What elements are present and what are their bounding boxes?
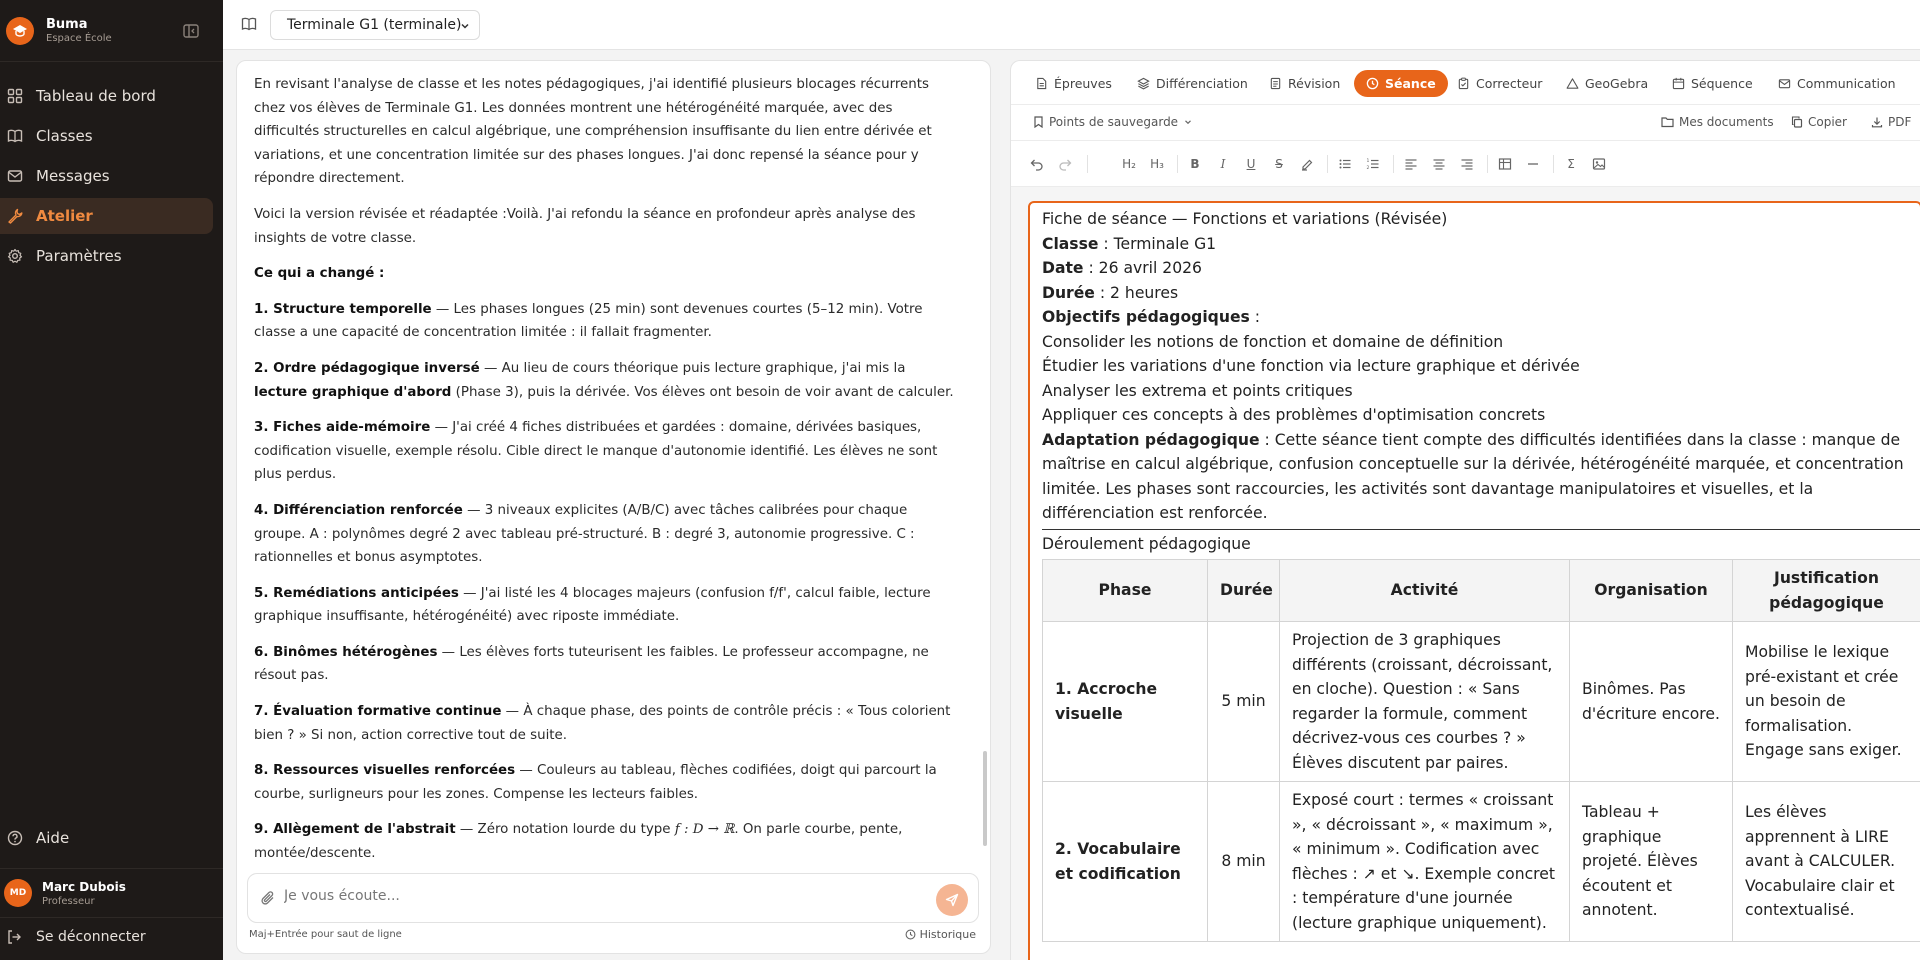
gear-icon	[6, 247, 24, 265]
table-icon[interactable]	[1497, 155, 1513, 173]
table-cell: Projection de 3 graphiques différents (croissant, décroissant, en cloche). Question : « Sans regarder la formule, comment décrivez-vous ces courbes ? » Élèves discutent par paires.	[1280, 622, 1570, 782]
bookmark-icon	[1033, 116, 1044, 128]
chat-input-box	[247, 873, 979, 923]
table-cell: Les élèves apprennent à LIRE avant à CALCULER. Vocabulaire clair et contextualisé.	[1733, 782, 1920, 942]
sidebar-item-aide[interactable]	[0, 820, 213, 856]
chat-messages[interactable]	[237, 61, 990, 861]
tab-revision[interactable]: Révision	[1269, 70, 1340, 97]
change-item: 8. Ressources visuelles renforcées — Couleurs au tableau, flèches codifiées, doigt qui parcourt la courbe, surligneurs pour les zones. Compense les lecteurs faibles.	[254, 763, 937, 802]
brand-subtitle: Espace École	[46, 33, 112, 44]
objectif-item: Consolider les notions de fonction et domaine de définition	[1042, 332, 1504, 351]
sidebar-item-tableau-de-bord[interactable]	[0, 78, 213, 114]
history-button[interactable]: Historique	[905, 928, 976, 941]
change-item: 5. Remédiations anticipées — J'ai listé les 4 blocages majeurs (confusion f/f', calcul faible, lecture graphique insuffisante, hétérogénéité) avec riposte immédiate.	[254, 585, 931, 625]
bold-button[interactable]: B	[1190, 157, 1200, 171]
chat-paragraph: En revisant l'analyse de classe et les notes pédagogiques, j'ai identifié plusieurs blocages récurrents chez vos élèves de Terminale G1. Les données montrent une hétérogénéité marquée, avec des difficultés structurelles en calcul algébrique, une compréhension insuffisante du lien entre dérivée et variations, et une concentration limitée sur des phases longues. J'ai donc repensé la séance pour y répondre directement.	[254, 77, 932, 187]
save-bar	[1011, 105, 1920, 141]
changes-title: Ce qui a changé :	[254, 266, 385, 282]
copy-button[interactable]: Copier	[1791, 115, 1847, 129]
align-right-icon[interactable]	[1459, 155, 1475, 173]
doc-classe: Classe : Terminale G1	[1042, 234, 1217, 253]
send-button[interactable]	[936, 884, 968, 916]
mail-icon	[6, 167, 24, 185]
table-cell: Exposé court : termes « croissant », « décroissant », « maximum », « minimum ». Codification avec flèches : ↗ et ↘. Exemple concret : température d'une journée (lecture graphique uniquement).	[1280, 782, 1570, 942]
logout-label: Se déconnecter	[36, 929, 146, 945]
editor-tabs	[1011, 61, 1920, 105]
formula-button[interactable]: Σ	[1567, 157, 1575, 171]
chevron-down-icon	[1183, 117, 1193, 127]
tab-correcteur[interactable]: Correcteur	[1457, 70, 1542, 97]
clock-icon	[1366, 77, 1379, 90]
layers-icon	[1137, 77, 1150, 90]
chat-input[interactable]	[284, 888, 884, 904]
underline-button[interactable]: U	[1246, 157, 1256, 171]
chevron-down-icon	[459, 20, 471, 36]
paperclip-icon[interactable]	[260, 890, 276, 910]
heading-2-button[interactable]: H₂	[1122, 157, 1136, 171]
sidebar	[0, 0, 223, 960]
highlighter-icon[interactable]	[1299, 155, 1315, 173]
tab-epreuves[interactable]: Épreuves	[1035, 70, 1112, 97]
copy-icon	[1791, 116, 1803, 128]
chat-paragraph: Voici la version révisée et réadaptée :Voilà. J'ai refondu la séance en profondeur après analyse des insights de votre classe.	[254, 206, 916, 246]
send-icon	[945, 893, 959, 907]
document-title: Fiche de séance — Fonctions et variations (Révisée)	[1042, 210, 1448, 228]
change-item: 1. Structure temporelle — Les phases longues (25 min) sont devenues courtes (5–12 min). Votre classe a une capacité de concentration limitée : il fallait fragmenter.	[254, 301, 923, 341]
objectif-item: Analyser les extrema et points critiques	[1042, 381, 1353, 400]
sidebar-item-messages[interactable]	[0, 158, 213, 194]
redo-icon[interactable]	[1057, 155, 1073, 173]
align-left-icon[interactable]	[1403, 155, 1419, 173]
table-cell: Binômes. Pas d'écriture encore.	[1570, 622, 1733, 782]
user-profile[interactable]	[0, 868, 223, 918]
clipboard-check-icon	[1457, 77, 1470, 90]
mail-icon	[1778, 77, 1791, 90]
table-cell: 2. Vocabulaire et codification	[1043, 782, 1208, 942]
sidebar-item-label: Messages	[36, 167, 110, 185]
input-hint: Maj+Entrée pour saut de ligne	[249, 929, 402, 940]
doc-duree: Durée : 2 heures	[1042, 283, 1179, 302]
change-item: 4. Différenciation renforcée — 3 niveaux explicites (A/B/C) avec tâches calibrées pour chaque groupe. A : polynômes degré 2 avec tableau pré-structuré. B : degré 3, autonomie progressive. C : rationnelles et bonus asymptotes.	[254, 502, 915, 566]
class-select[interactable]	[270, 10, 480, 40]
deroulement-table	[1042, 559, 1920, 942]
chat-scrollbar[interactable]	[983, 751, 987, 846]
sidebar-item-label: Atelier	[36, 207, 93, 225]
sidebar-collapse-icon[interactable]	[182, 22, 200, 40]
brand-name: Buma	[46, 17, 88, 32]
avatar: MD	[4, 879, 32, 907]
change-item: 2. Ordre pédagogique inversé — Au lieu de cours théorique puis lecture graphique, j'ai mis la lecture graphique d'abord (Phase 3), puis la dérivée. Vos élèves ont besoin de voir avant de calculer.	[254, 360, 954, 400]
sidebar-item-atelier[interactable]	[0, 198, 213, 234]
tab-communication[interactable]: Communication	[1778, 70, 1896, 97]
divider	[1042, 529, 1920, 530]
strikethrough-button[interactable]: S	[1275, 157, 1283, 171]
file-icon	[1035, 77, 1048, 90]
my-documents-button[interactable]: Mes documents	[1661, 115, 1774, 129]
align-center-icon[interactable]	[1431, 155, 1447, 173]
savepoints-dropdown[interactable]: Points de sauvegarde	[1033, 115, 1198, 129]
tab-sequence[interactable]: Séquence	[1672, 70, 1753, 97]
book-icon	[6, 127, 24, 145]
user-role: Professeur	[42, 895, 95, 907]
table-header: Activité	[1280, 560, 1570, 622]
logout-button[interactable]	[0, 922, 146, 952]
download-icon	[1871, 116, 1883, 128]
wrench-icon	[6, 207, 24, 225]
change-item: 6. Binômes hétérogènes — Les élèves forts tuteurisent les faibles. Le professeur accompagne, ne résout pas.	[254, 644, 929, 684]
history-icon	[905, 929, 916, 940]
logout-icon	[6, 929, 24, 945]
table-cell: Mobilise le lexique pré-existant et crée un besoin de formalisation. Engage sans exiger.	[1733, 622, 1920, 782]
user-name: Marc Dubois	[42, 879, 126, 894]
image-icon[interactable]	[1591, 155, 1607, 173]
class-select-value: Terminale G1 (terminale)	[287, 17, 462, 33]
doc-deroulement-title: Déroulement pédagogique	[1042, 534, 1251, 553]
graduation-cap-icon	[6, 17, 34, 45]
change-item: 7. Évaluation formative continue — À chaque phase, des points de contrôle précis : « Tous colorient bien ? » Si non, action corrective tout de suite.	[254, 704, 951, 743]
heading-3-button[interactable]: H₃	[1150, 157, 1164, 171]
table-cell: Tableau + graphique projeté. Élèves écoutent et annotent.	[1570, 782, 1733, 942]
triangle-icon	[1566, 77, 1579, 90]
table-cell: 1. Accroche visuelle	[1043, 622, 1208, 782]
objectif-item: Étudier les variations d'une fonction via lecture graphique et dérivée	[1042, 357, 1580, 375]
book-open-icon[interactable]	[241, 16, 257, 36]
tab-seance[interactable]: Séance	[1354, 70, 1448, 97]
table-cell: 5 min	[1208, 622, 1280, 782]
sidebar-nav	[0, 78, 223, 278]
svg-text:2: 2	[1366, 166, 1370, 171]
folder-icon	[1661, 116, 1674, 128]
dashboard-icon	[6, 87, 24, 105]
tab-geogebra[interactable]: GeoGebra	[1566, 70, 1648, 97]
editor-panel	[1010, 60, 1920, 960]
formatting-toolbar	[1011, 141, 1920, 187]
chat-panel	[236, 60, 991, 954]
objectif-item: Appliquer ces concepts à des problèmes d'optimisation concrets	[1042, 406, 1546, 424]
table-row	[1043, 622, 1920, 782]
calendar-icon	[1672, 77, 1685, 90]
svg-text:1: 1	[1366, 159, 1370, 164]
change-item: 9. Allègement de l'abstrait — Zéro notation lourde du type f : D → ℝ. On parle courbe, pente, montée/descente.	[254, 822, 903, 861]
table-row	[1043, 782, 1920, 942]
doc-adaptation: Adaptation pédagogique : Cette séance tient compte des difficultés identifiées dans la classe : manque de maîtrise en calcul algébrique, confusion conceptuelle sur la dérivée, hétérogénéité marquée, et concentration limitée. Les phases sont raccourcies, les activités sont davantage manipulatoires et visuelles, et la différenciation est renforcée.	[1042, 430, 1904, 522]
table-header: Phase	[1043, 560, 1208, 622]
table-header: Organisation	[1570, 560, 1733, 622]
sidebar-item-label: Classes	[36, 127, 93, 145]
table-cell: 8 min	[1208, 782, 1280, 942]
document-body[interactable]	[1028, 201, 1920, 960]
sidebar-item-label: Paramètres	[36, 247, 122, 265]
sidebar-item-label: Tableau de bord	[36, 87, 156, 105]
help-icon	[6, 829, 24, 847]
sidebar-item-parametres[interactable]	[0, 238, 213, 274]
doc-date: Date : 26 avril 2026	[1042, 259, 1202, 277]
top-bar	[223, 0, 1920, 50]
sidebar-item-label: Aide	[36, 829, 70, 847]
horizontal-rule-icon[interactable]	[1525, 155, 1541, 173]
change-item: 3. Fiches aide-mémoire — J'ai créé 4 fiches distribuées et gardées : domaine, dérivées basiques, codification visuelle, exemple résolu. Cible direct le manque d'autonomie identifié. Les élèves ne sont plus perdus.	[254, 420, 938, 483]
tab-differenciation[interactable]: Différenciation	[1137, 70, 1248, 97]
doc-objectifs-title: Objectifs pédagogiques :	[1042, 308, 1261, 326]
pdf-button[interactable]: PDF	[1871, 115, 1911, 129]
notes-icon	[1269, 77, 1282, 90]
sidebar-item-classes[interactable]	[0, 118, 213, 154]
bullet-list-icon[interactable]	[1337, 155, 1353, 173]
undo-icon[interactable]	[1029, 155, 1045, 173]
italic-button[interactable]: I	[1220, 157, 1226, 171]
table-header: Durée	[1208, 560, 1280, 622]
table-header: Justification pédagogique	[1733, 560, 1920, 622]
ordered-list-icon[interactable]	[1365, 155, 1381, 173]
